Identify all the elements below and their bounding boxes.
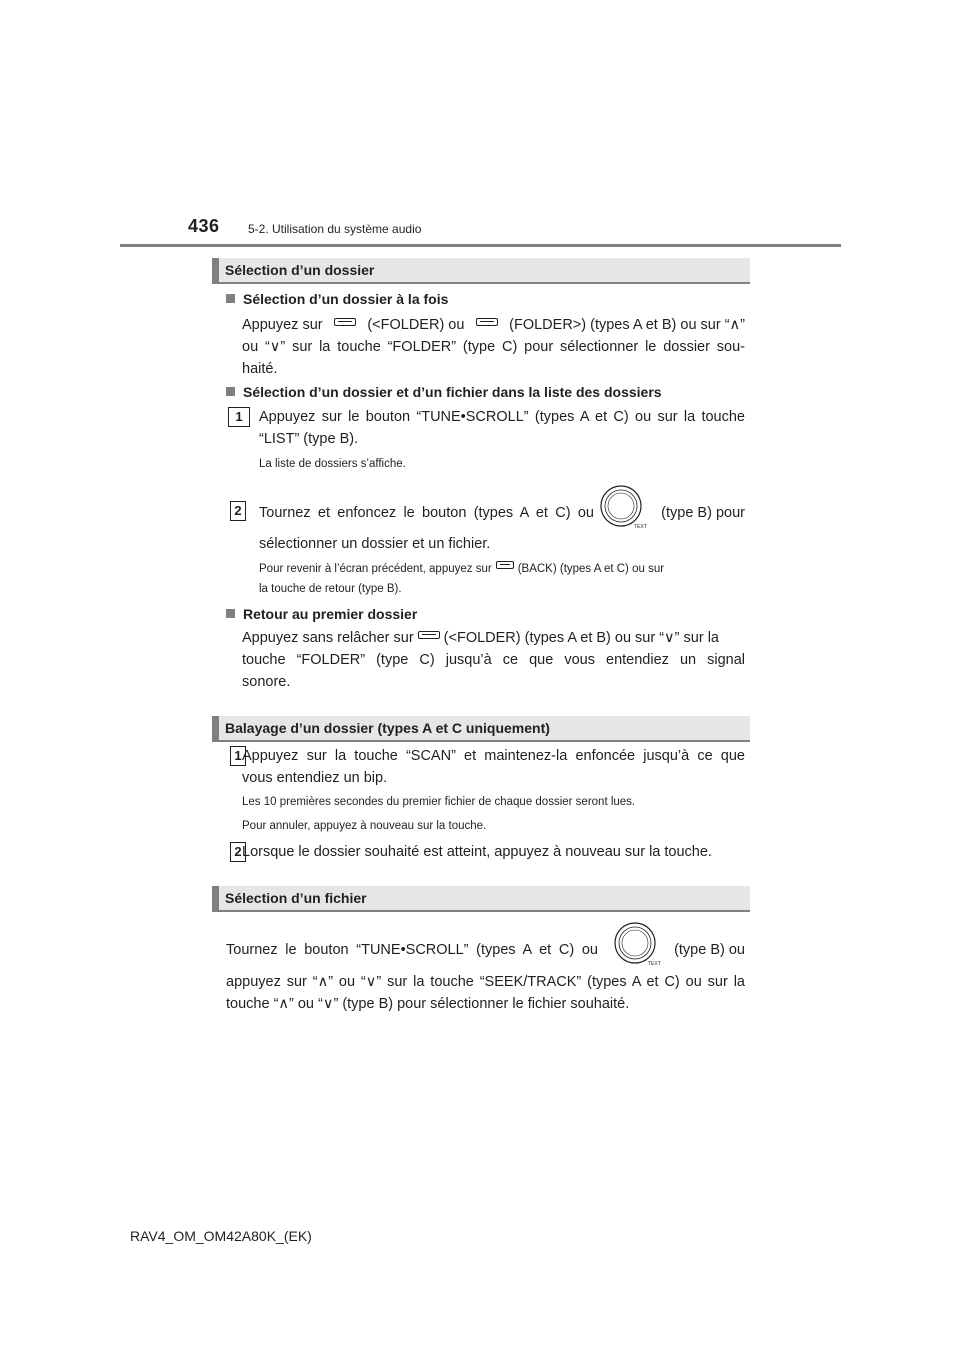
tune-knob-icon bbox=[612, 921, 661, 967]
text: sonore. bbox=[242, 674, 291, 690]
back-button-icon bbox=[496, 561, 514, 569]
folder-prev-button-icon bbox=[418, 631, 440, 639]
subheading-folder-list: Sélection d’un dossier et d’un fichier dans la liste des dossiers bbox=[226, 383, 662, 401]
scan-note1: Les 10 premières secondes du premier fichier de chaque dossier seront lues. bbox=[242, 796, 636, 808]
step-number: 1 bbox=[230, 746, 246, 766]
heading-label: Balayage d’un dossier (types A et C uniquement) bbox=[225, 720, 550, 736]
text: haité. bbox=[242, 361, 278, 377]
step-number: 1 bbox=[228, 407, 250, 427]
step1-note: La liste de dossiers s’affiche. bbox=[259, 458, 406, 470]
file-line1b: (type B) ou bbox=[674, 942, 745, 958]
paragraph-one-folder bbox=[242, 314, 745, 380]
scan-step1-line2: vous entendiez un bip. bbox=[242, 770, 388, 786]
step2-text-line2: sélectionner un dossier et un fichier. bbox=[259, 536, 491, 552]
file-line1a: Tournez le bouton “TUNE•SCROLL” (types A et C) ou bbox=[226, 942, 598, 958]
svg-text:TEXT: TEXT bbox=[634, 524, 647, 530]
square-bullet-icon bbox=[226, 294, 235, 303]
section-title: 5-2. Utilisation du système audio bbox=[248, 222, 422, 236]
heading-file-selection bbox=[212, 886, 750, 912]
paragraph-first-folder: Appuyez sans relâcher sur (<FOLDER) (types A et B) ou sur “∨” sur la touche “FOLDER” (type C) jusqu’à ce que vous entendiez un signal sonore. bbox=[242, 627, 745, 693]
step1-text-line2: “LIST” (type B). bbox=[259, 431, 359, 447]
text: (<FOLDER) ou bbox=[367, 317, 465, 333]
step1-text-line1: Appuyez sur le bouton “TUNE•SCROLL” (types A et C) ou sur la touche bbox=[259, 409, 745, 425]
file-line3: touche “∧” ou “∨” (type B) pour sélectionner le fichier souhaité. bbox=[226, 996, 630, 1012]
header-divider bbox=[120, 244, 841, 247]
tune-knob-icon bbox=[598, 484, 647, 530]
text: (FOLDER>) (types A et B) ou sur “∧” bbox=[509, 317, 745, 333]
scan-note2: Pour annuler, appuyez à nouveau sur la touche. bbox=[242, 820, 487, 832]
text: touche “FOLDER” (type C) jusqu’à ce que vous entendiez un signal bbox=[242, 652, 745, 668]
square-bullet-icon bbox=[226, 609, 235, 618]
page-number: 436 bbox=[188, 216, 220, 236]
step2-note-line2: la touche de retour (type B). bbox=[259, 583, 402, 595]
heading-folder-scan bbox=[212, 716, 750, 742]
text: ou “∨” sur la touche “FOLDER” (type C) pour sélectionner le dossier sou- bbox=[242, 339, 745, 355]
step2-note-line1: Pour revenir à l’écran précédent, appuyez sur (BACK) (types A et C) ou sur bbox=[259, 563, 665, 575]
heading-label: Sélection d’un fichier bbox=[225, 890, 367, 906]
document-code: RAV4_OM_OM42A80K_(EK) bbox=[130, 1228, 312, 1244]
text: Appuyez sur bbox=[242, 317, 323, 333]
heading-folder-selection bbox=[212, 258, 750, 284]
folder-next-button-icon bbox=[476, 318, 498, 326]
file-line2: appuyez sur “∧” ou “∨” sur la touche “SEEK/TRACK” (types A et C) ou sur la bbox=[226, 974, 745, 990]
scan-step1-line1: Appuyez sur la touche “SCAN” et maintenez-la enfoncée jusqu’à ce que bbox=[242, 748, 745, 764]
step2-text-line1a: Tournez et enfoncez le bouton (types A et C) ou bbox=[259, 505, 594, 521]
square-bullet-icon bbox=[226, 387, 235, 396]
subheading-one-folder: Sélection d’un dossier à la fois bbox=[226, 290, 448, 308]
step-number: 2 bbox=[230, 501, 246, 521]
svg-text:TEXT: TEXT bbox=[648, 961, 661, 967]
folder-prev-button-icon bbox=[334, 318, 356, 326]
subheading-first-folder: Retour au premier dossier bbox=[226, 605, 417, 623]
step2-text-line1b: (type B) pour bbox=[661, 505, 745, 521]
step-number: 2 bbox=[230, 842, 246, 862]
heading-label: Sélection d’un dossier bbox=[225, 262, 375, 278]
scan-step2-line1: Lorsque le dossier souhaité est atteint, appuyez à nouveau sur la touche. bbox=[242, 844, 712, 860]
